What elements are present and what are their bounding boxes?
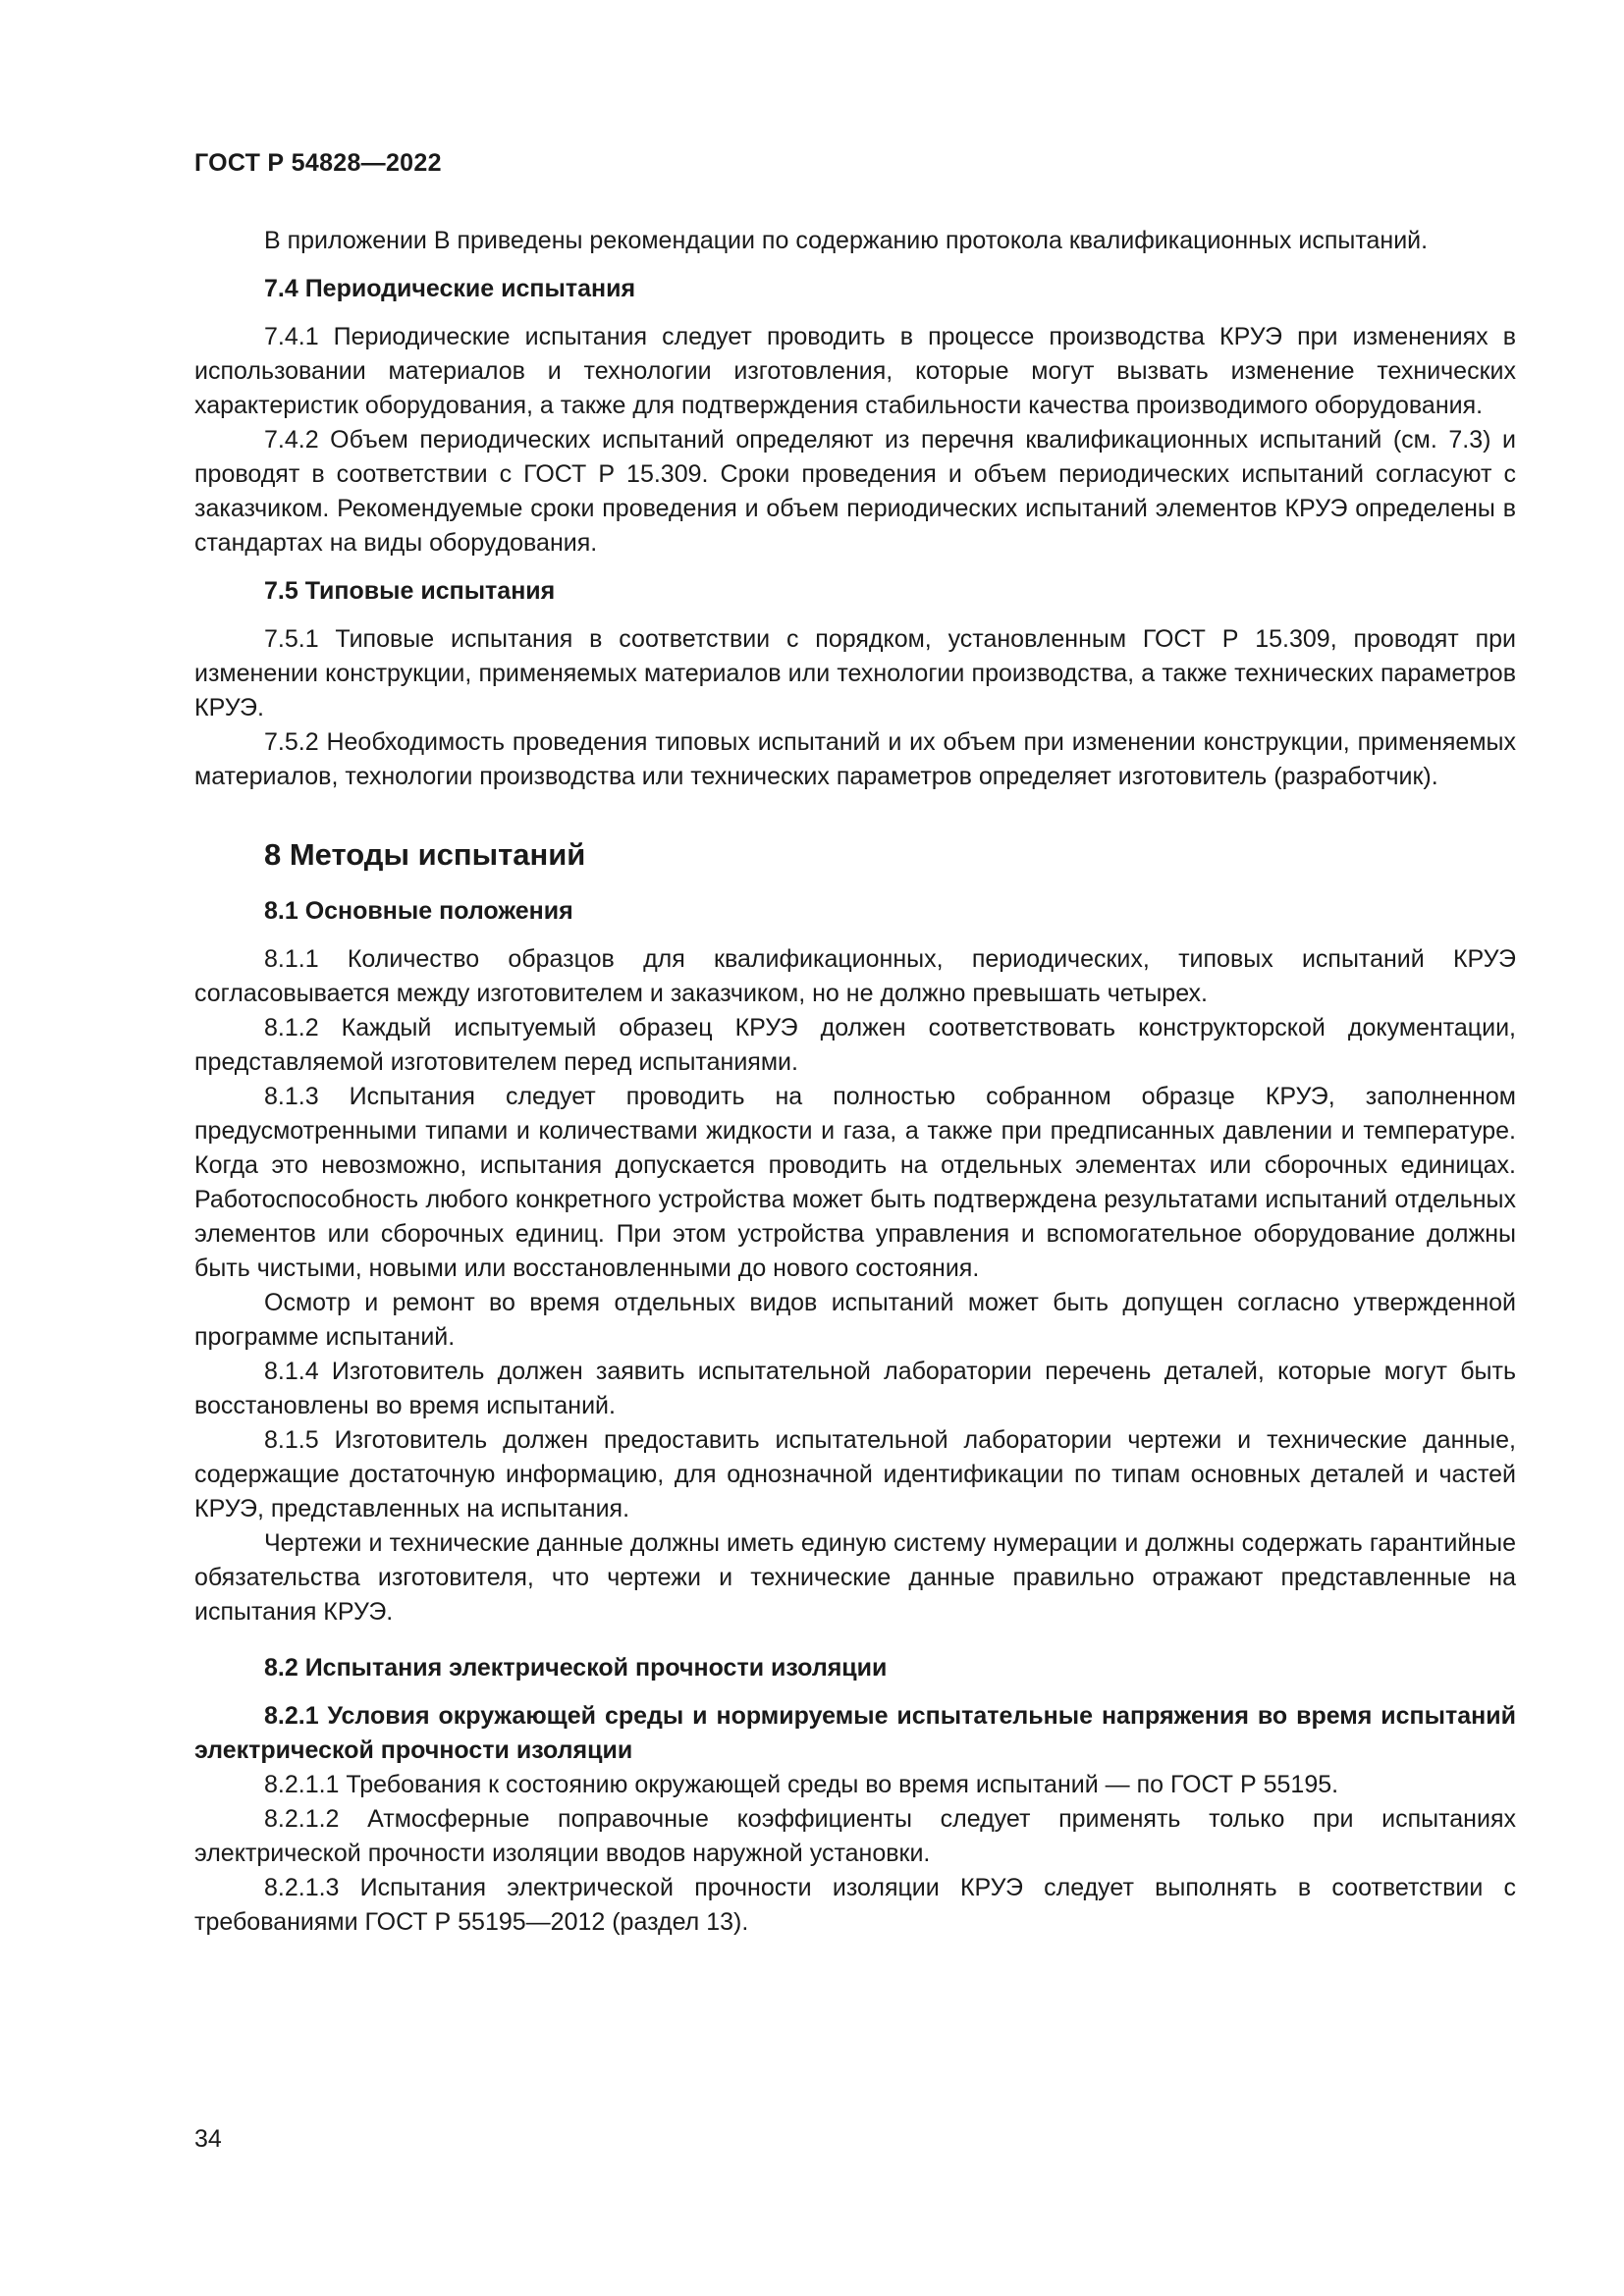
chapter-heading-8: 8 Методы испытаний [264, 837, 586, 872]
paragraph-8-2-1-2: 8.2.1.2 Атмосферные поправочные коэффициенты следует применять только при испытаниях электрической прочности изоляции вводов наружной установки. [194, 1805, 1516, 1867]
paragraph-intro: В приложении В приведены рекомендации по содержанию протокола квалификационных испытаний. [264, 227, 1429, 254]
paragraph-8-1-1: 8.1.1 Количество образцов для квалификационных, периодических, типовых испытаний КРУЭ согласовывается между изготовителем и заказчиком, но не должно превышать четырех. [194, 945, 1516, 1007]
page-number: 34 [194, 2125, 222, 2153]
paragraph-8-1-4: 8.1.4 Изготовитель должен заявить испытательной лаборатории перечень деталей, которые могут быть восстановлены во время испытаний. [194, 1358, 1516, 1419]
paragraph-7-4-2: 7.4.2 Объем периодических испытаний определяют из перечня квалификационных испытаний (см. 7.3) и проводят в соответствии с ГОСТ Р 15.309. Сроки проведения и объем периодических испытаний согласуют с заказчиком. Рекомендуемые сроки проведения и объем периодических испытаний элементов КРУЭ определены в стандартах на виды оборудования. [194, 426, 1516, 557]
section-heading-8-2: 8.2 Испытания электрической прочности изоляции [264, 1654, 888, 1682]
document-id-header: ГОСТ Р 54828—2022 [194, 149, 442, 177]
section-heading-7-5: 7.5 Типовые испытания [264, 577, 556, 605]
paragraph-8-1-5: 8.1.5 Изготовитель должен предоставить испытательной лаборатории чертежи и технические данные, содержащие достаточную информацию, для однозначной идентификации по типам основных деталей и частей КРУЭ, представленных на испытания. [194, 1426, 1516, 1522]
paragraph-8-1-2: 8.1.2 Каждый испытуемый образец КРУЭ должен соответствовать конструкторской документации, представляемой изготовителем перед испытаниями. [194, 1014, 1516, 1076]
paragraph-8-2-1-1: 8.2.1.1 Требования к состоянию окружающей среды во время испытаний — по ГОСТ Р 55195. [264, 1771, 1339, 1798]
section-heading-7-4: 7.4 Периодические испытания [264, 275, 636, 302]
paragraph-7-5-2: 7.5.2 Необходимость проведения типовых испытаний и их объем при изменении конструкции, применяемых материалов, технологии производства или технических параметров определяет изготовитель (разработчик). [194, 728, 1516, 790]
paragraph-7-5-1: 7.5.1 Типовые испытания в соответствии с порядком, установленным ГОСТ Р 15.309, проводят при изменении конструкции, применяемых материалов или технологии производства, а также технических параметров КРУЭ. [194, 625, 1516, 721]
section-heading-8-1: 8.1 Основные положения [264, 897, 573, 925]
subsection-heading-8-2-1: 8.2.1 Условия окружающей среды и нормируемые испытательные напряжения во время испытаний электрической прочности изоляции [194, 1702, 1516, 1764]
paragraph-8-1-5-continuation: Чертежи и технические данные должны иметь единую систему нумерации и должны содержать гарантийные обязательства изготовителя, что чертежи и технические данные правильно отражают представленные на испытания КРУЭ. [194, 1529, 1516, 1626]
paragraph-7-4-1: 7.4.1 Периодические испытания следует проводить в процессе производства КРУЭ при изменениях в использовании материалов и технологии изготовления, которые могут вызвать изменение технических характеристик оборудования, а также для подтверждения стабильности качества производимого оборудования. [194, 323, 1516, 419]
page-body [194, 224, 1516, 1940]
paragraph-8-2-1-3: 8.2.1.3 Испытания электрической прочности изоляции КРУЭ следует выполнять в соответствии с требованиями ГОСТ Р 55195—2012 (раздел 13). [194, 1874, 1516, 1936]
paragraph-8-1-3: 8.1.3 Испытания следует проводить на полностью собранном образце КРУЭ, заполненном предусмотренными типами и количествами жидкости и газа, а также при предписанных давлении и температуре. Когда это невозможно, испытания допускается проводить на отдельных элементах или сборочных единицах. Работоспособность любого конкретного устройства может быть подтверждена результатами испытаний отдельных элементов или сборочных единиц. При этом устройства управления и вспомогательное оборудование должны быть чистыми, новыми или восстановленными до нового состояния. [194, 1083, 1516, 1282]
paragraph-8-1-3-continuation: Осмотр и ремонт во время отдельных видов испытаний может быть допущен согласно утвержденной программе испытаний. [194, 1289, 1516, 1351]
